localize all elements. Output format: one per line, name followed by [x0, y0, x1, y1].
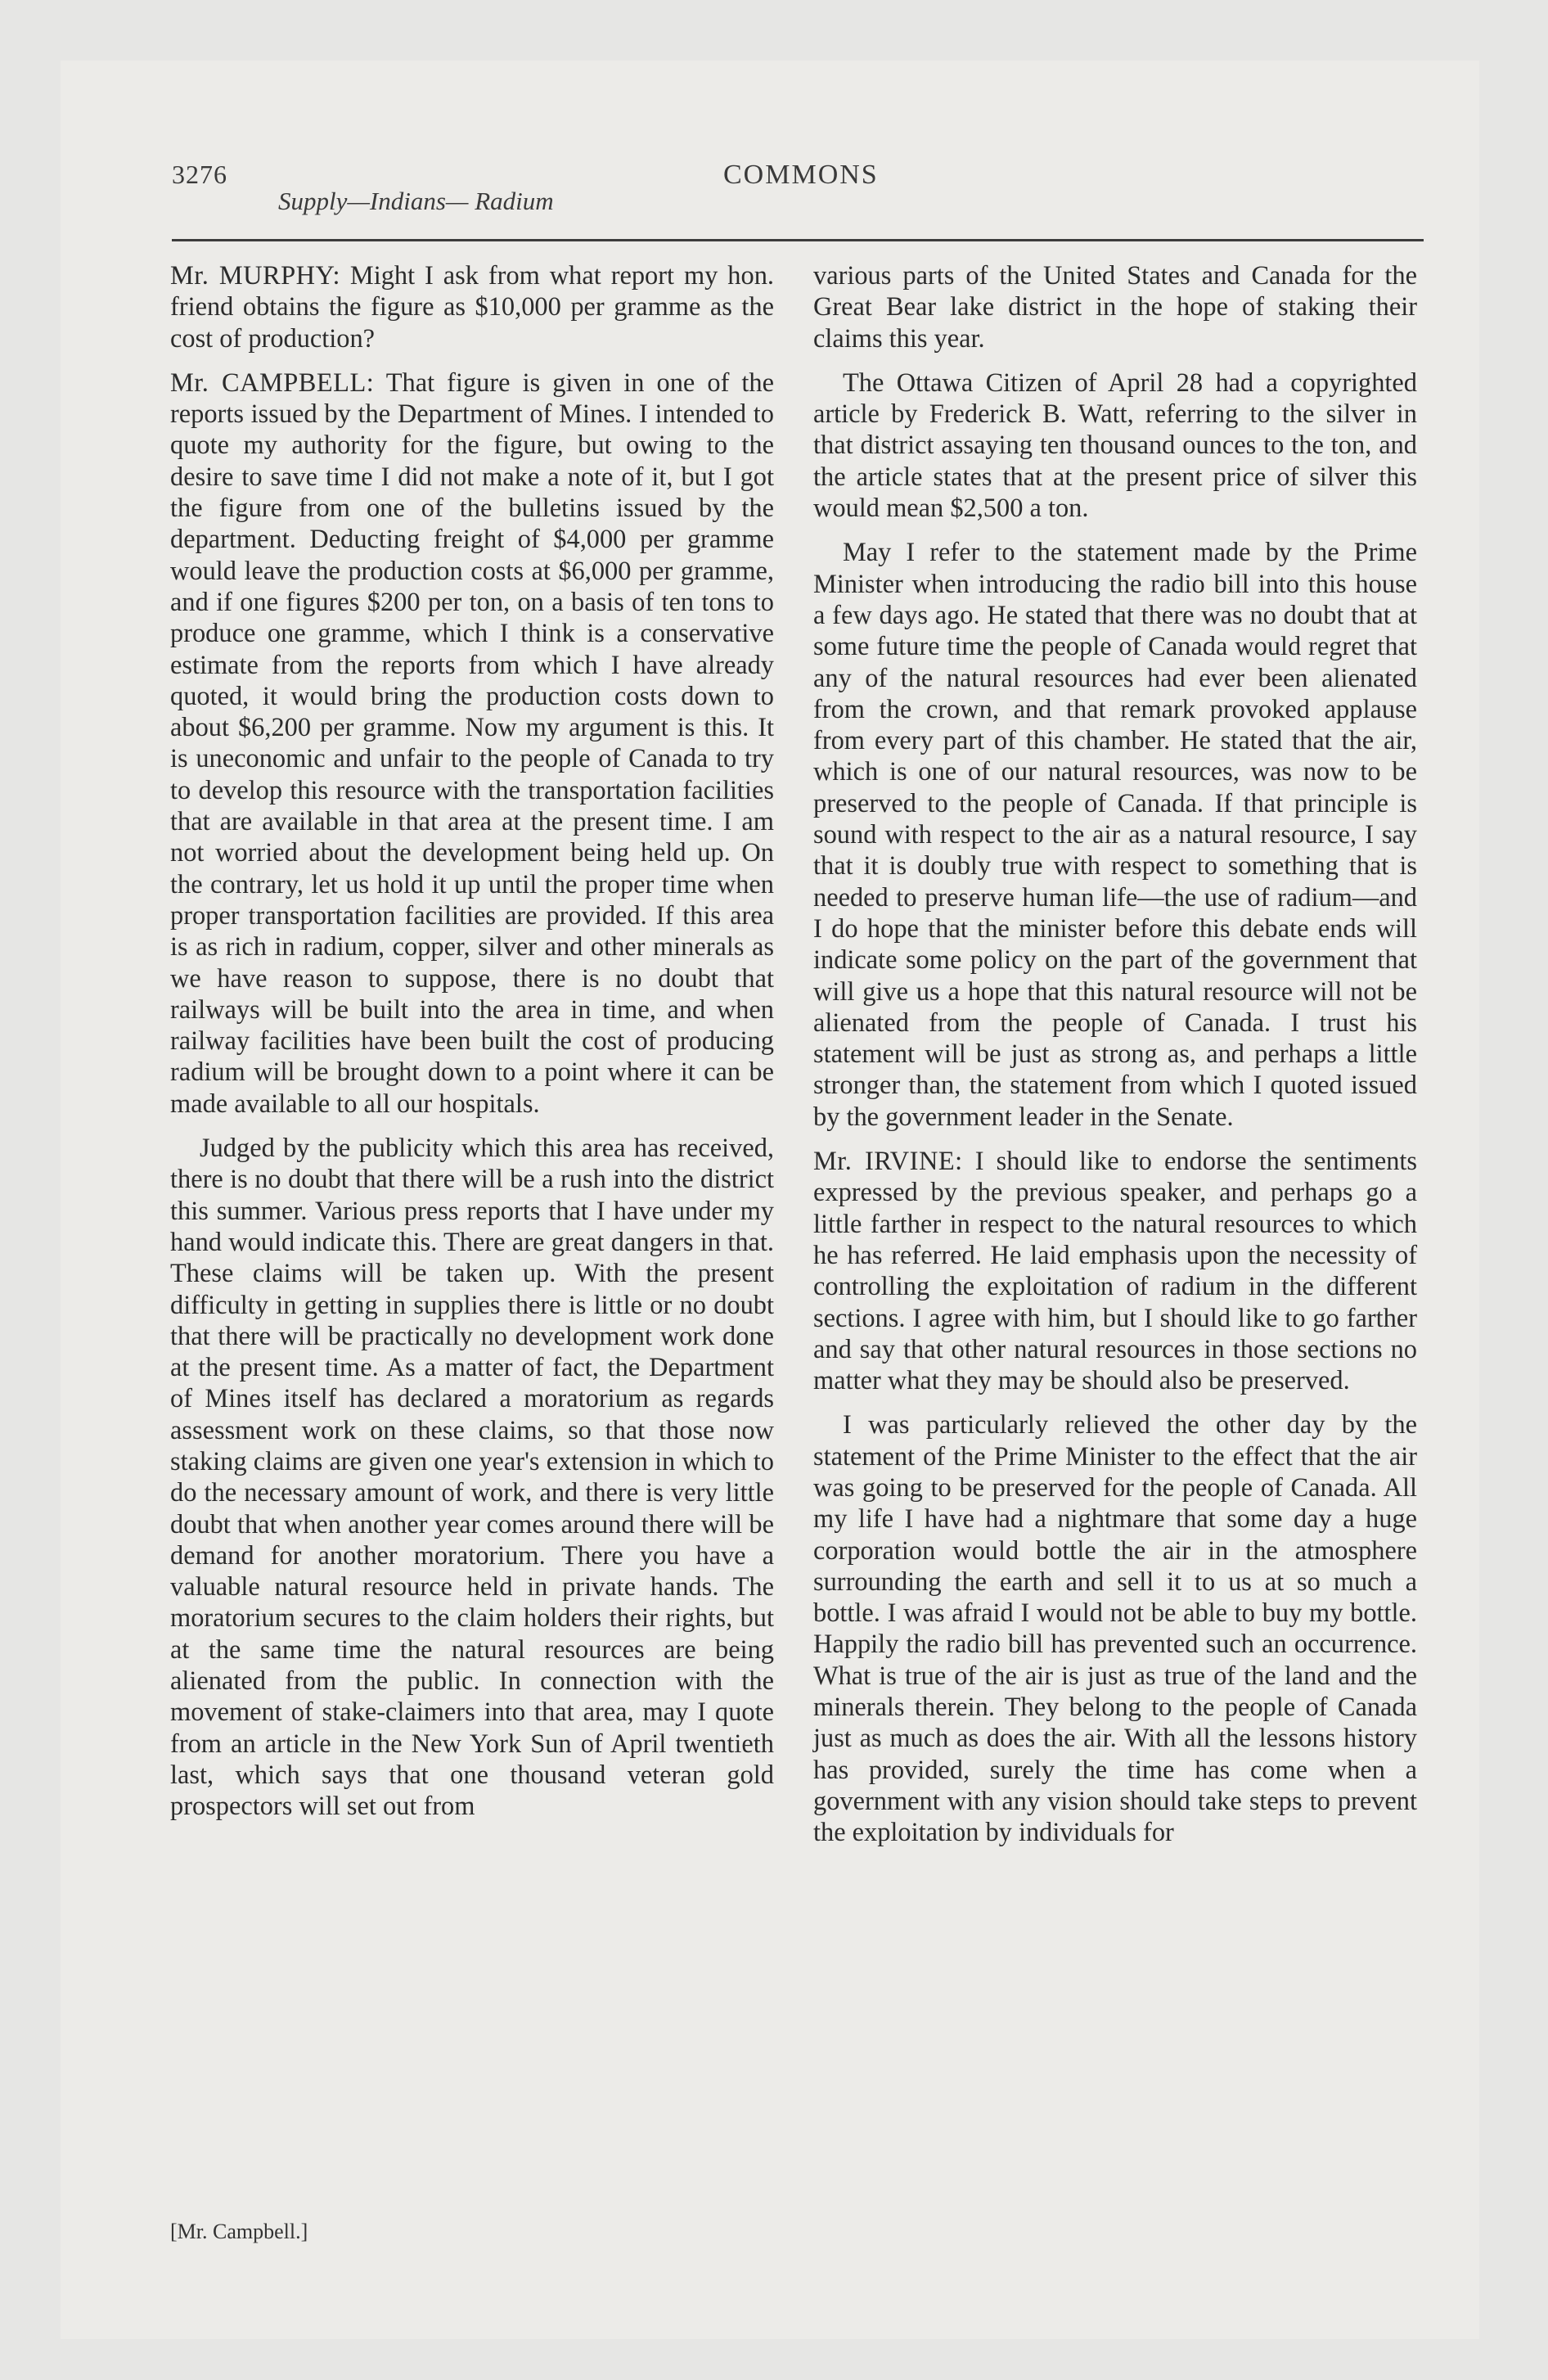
- speaker-name: Mr. MURPHY:: [170, 261, 340, 291]
- paragraph-text: Might I ask from what report my hon. friend obtains the figure as $10,000 per gramme as the cost of production?: [170, 261, 774, 354]
- paragraph-text: I should like to endorse the sentiments expressed by the previous speaker, and perhaps go a little farther in respect to the natural resources to which he has referred. He laid emphasis upon the necessity of controlling the exploitation of radium in the different sections. I agree with him, but I should like to go farther and say that other natural resources in those sections no matter what they may be should also be preserved.: [813, 1147, 1417, 1396]
- footer-attribution: [Mr. Campbell.]: [170, 2220, 308, 2243]
- speaker-name: Mr. IRVINE:: [813, 1147, 963, 1177]
- paragraph-irvine: [813, 1146, 1417, 1396]
- left-column: [170, 260, 774, 1836]
- speaker-name: Mr. CAMPBELL:: [170, 367, 375, 398]
- paragraph-prime-minister: May I refer to the statement made by the Prime Minister when introducing the radio bill into this house a few days ago. He stated that there was no doubt that at some future time the people of Canada would regret that any of the natural resources had ever been alienated from the crown, and that remark provoked applause from every part of this chamber. He stated that the air, which is one of our natural resources, was now to be preserved to the people of Canada. If that principle is sound with respect to the air as a natural resource, I say that it is doubly true with respect to something that is needed to preserve human life—the use of radium—and I do hope that the minister before this debate ends will indicate some policy on the part of the government that will give us a hope that this natural resource will not be alienated from the people of Canada. I trust his statement will be just as strong as, and perhaps a little stronger than, the statement from which I quoted issued by the government leader in the Senate.: [813, 538, 1417, 1132]
- paragraph-radio-bill: I was particularly relieved the other day by the statement of the Prime Minister to the effect that the air was going to be preserved for the people of Canada. All my life I have had a nightmare that some day a huge corporation would bottle the air in the atmosphere surrounding the earth and sell it to us at so much a bottle. I was afraid I would not be able to buy my bottle. Happily the radio bill has prevented such an occurrence. What is true of the air is just as true of the land and the minerals therein. They belong to the people of Canada just as much as does the air. With all the lessons history has provided, surely the time has come when a government with any vision should take steps to prevent the exploitation by individuals for: [813, 1410, 1417, 1848]
- right-column: [813, 260, 1417, 1862]
- section-header: COMMONS: [723, 160, 879, 190]
- header-rule: [172, 239, 1424, 241]
- page-number: 3276: [172, 160, 227, 189]
- paragraph-text: That figure is given in one of the reports issued by the Department of Mines. I intended to quote my authority for the figure, but owing to the desire to save time I did not make a note of it, but I got the figure from one of the bulletins issued by the department. Deducting freight of $4,000 per gramme would leave the production costs at $6,000 per gramme, and if one figures $200 per ton, on a basis of ten tons to produce one gramme, which I think is a conservative estimate from the reports from which I have already quoted, it would bring the production costs down to about $6,200 per gramme. Now my argument is this. It is uneconomic and unfair to the people of Canada to try to develop this resource with the transportation facilities that are available in that area at the present time. I am not worried about the development being held up. On the contrary, let us hold it up until the proper time when proper transportation facilities are provided. If this area is as rich in radium, copper, silver and other minerals as we have reason to suppose, there is no doubt that railways will be built into the area in time, and when railway facilities have been built the cost of producing radium will be brought down to a point where it can be made available to all our hospitals.: [170, 367, 774, 1119]
- paragraph-ottawa-citizen: The Ottawa Citizen of April 28 had a copyrighted article by Frederick B. Watt, referring to the silver in that district assaying ten thousand ounces to the ton, and the article states that at the present price of silver this would mean $2,500 a ton.: [813, 367, 1417, 524]
- paragraph-publicity: Judged by the publicity which this area has received, there is no doubt that there will be a rush into the district this summer. Various press reports that I have under my hand would indicate this. There are great dangers in that. These claims will be taken up. With the present difficulty in getting in supplies there is little or no doubt that there will be practically no development work done at the present time. As a matter of fact, the Department of Mines itself has declared a moratorium as regards assessment work on these claims, so that those now staking claims are given one year's extension in which to do the necessary amount of work, and there is very little doubt that when another year comes around there will be demand for another moratorium. There you have a valuable natural resource held in private hands. The moratorium secures to the claim holders their rights, but at the same time the natural resources are being alienated from the public. In connection with the movement of stake-claimers into that area, may I quote from an article in the New York Sun of April twentieth last, which says that one thousand veteran gold prospectors will set out from: [170, 1134, 774, 1822]
- paragraph-campbell: [170, 367, 774, 1120]
- running-title: Supply—Indians— Radium: [278, 187, 554, 215]
- paragraph-continuation: various parts of the United States and Canada for the Great Bear lake district in the hope of staking their claims this year.: [813, 261, 1417, 354]
- paragraph-murphy: [170, 260, 774, 354]
